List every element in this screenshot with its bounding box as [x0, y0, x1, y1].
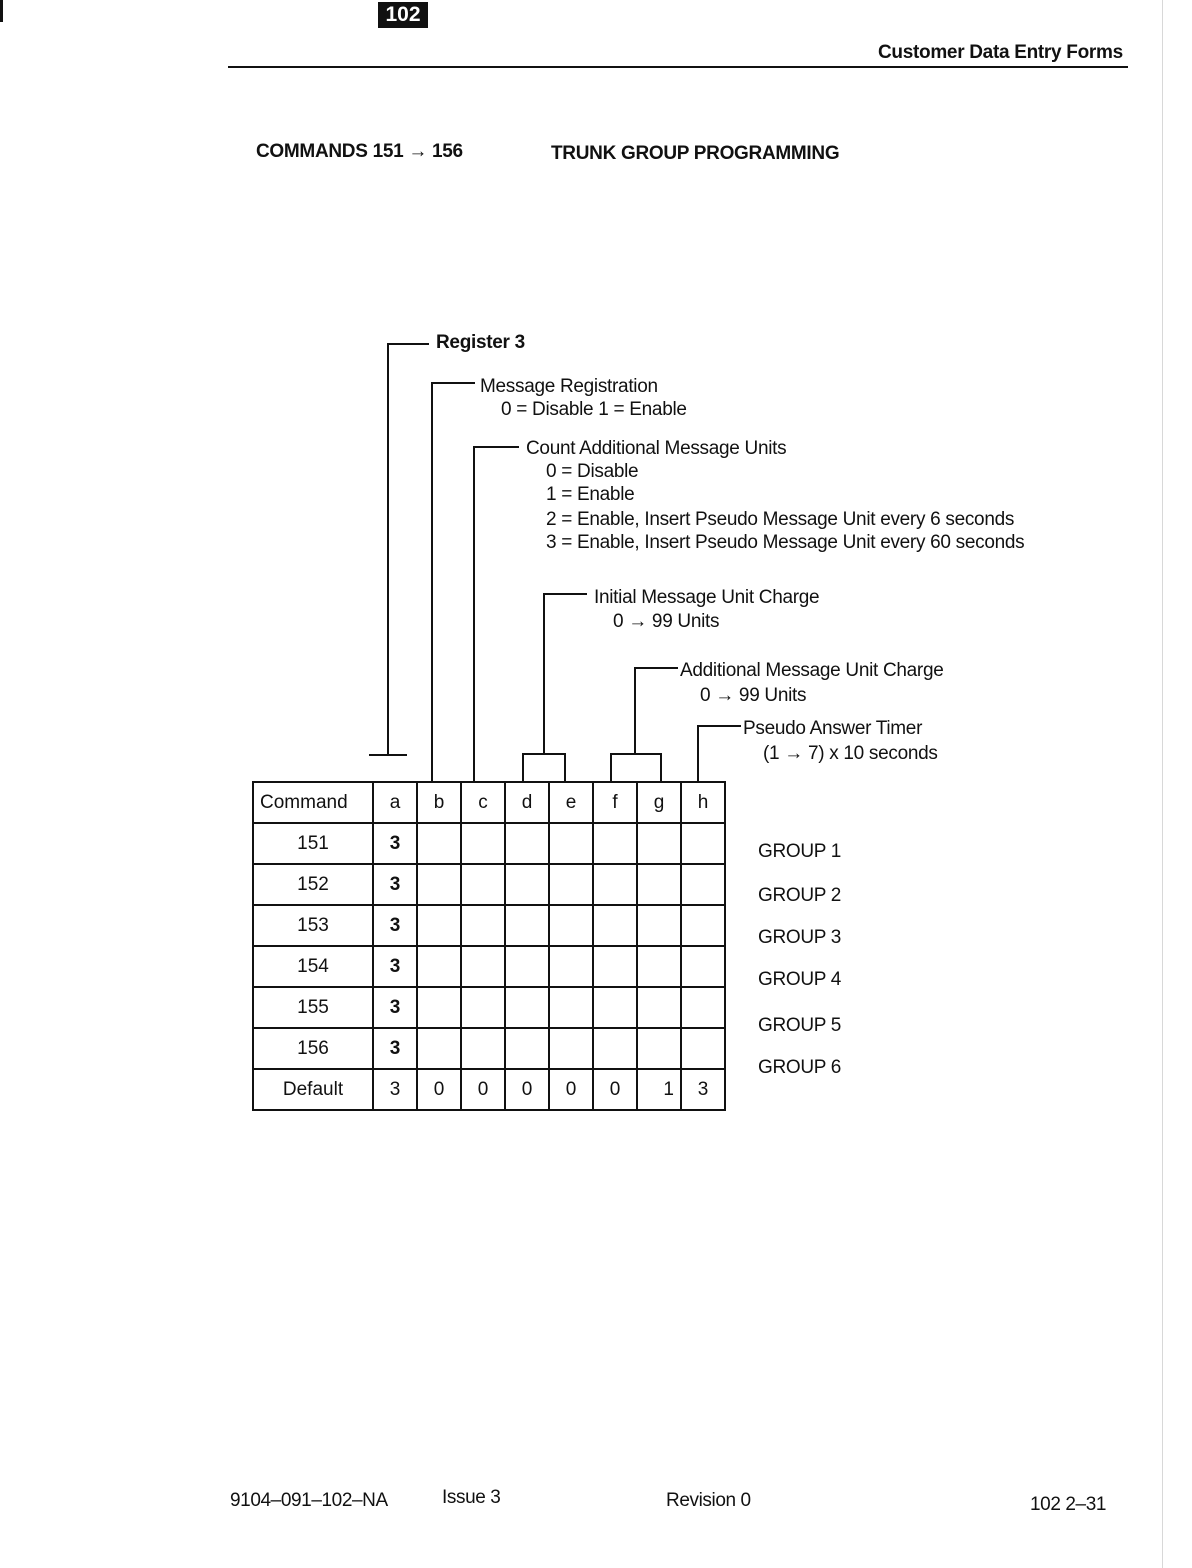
command-cell: 156	[253, 1028, 373, 1069]
entry-cell[interactable]	[681, 905, 725, 946]
register-cell: 3	[373, 905, 417, 946]
entry-cell[interactable]	[505, 823, 549, 864]
footer-issue: Issue 3	[442, 1487, 501, 1508]
header-e: e	[549, 782, 593, 823]
entry-cell[interactable]	[417, 823, 461, 864]
count-units-label: Count Additional Message Units	[526, 438, 787, 459]
entry-cell[interactable]	[593, 987, 637, 1028]
header-f: f	[593, 782, 637, 823]
register-label: Register 3	[436, 332, 525, 353]
register-cell: 3	[373, 1028, 417, 1069]
table-row	[253, 823, 725, 864]
entry-cell[interactable]	[417, 1028, 461, 1069]
entry-cell[interactable]	[461, 1028, 505, 1069]
table-row	[253, 905, 725, 946]
table-row	[253, 946, 725, 987]
count-units-option: 0 = Disable	[546, 461, 639, 482]
table-row	[253, 1028, 725, 1069]
entry-form-table	[252, 781, 726, 1111]
entry-cell[interactable]	[549, 823, 593, 864]
header-g: g	[637, 782, 681, 823]
entry-cell[interactable]	[417, 864, 461, 905]
entry-cell[interactable]	[637, 1028, 681, 1069]
default-value-g: 1	[637, 1069, 681, 1110]
entry-cell[interactable]	[461, 864, 505, 905]
message-registration-values: 0 = Disable 1 = Enable	[501, 399, 687, 420]
default-label: Default	[253, 1069, 373, 1110]
additional-charge-range: 0 → 99 Units	[700, 685, 807, 706]
initial-charge-label: Initial Message Unit Charge	[594, 587, 820, 608]
command-cell: 152	[253, 864, 373, 905]
page-edge-mark	[0, 0, 3, 22]
entry-cell[interactable]	[461, 905, 505, 946]
table-row	[253, 864, 725, 905]
command-cell: 154	[253, 946, 373, 987]
entry-cell[interactable]	[417, 946, 461, 987]
group-label: GROUP 4	[758, 969, 842, 990]
default-value-b: 0	[417, 1069, 461, 1110]
command-cell: 155	[253, 987, 373, 1028]
default-value-a: 3	[373, 1069, 417, 1110]
header-rule	[228, 66, 1128, 68]
footer-revision: Revision 0	[666, 1490, 751, 1511]
entry-cell[interactable]	[417, 905, 461, 946]
section-title: TRUNK GROUP PROGRAMMING	[551, 143, 840, 164]
footer-page-number: 102 2–31	[1030, 1494, 1107, 1515]
entry-cell[interactable]	[505, 864, 549, 905]
entry-cell[interactable]	[593, 864, 637, 905]
header-d: d	[505, 782, 549, 823]
page-badge: 102	[378, 2, 428, 28]
default-value-c: 0	[461, 1069, 505, 1110]
entry-cell[interactable]	[637, 987, 681, 1028]
header-command: Command	[253, 782, 373, 823]
entry-cell[interactable]	[637, 946, 681, 987]
table-header-row	[253, 782, 725, 823]
command-cell: 151	[253, 823, 373, 864]
entry-cell[interactable]	[549, 905, 593, 946]
default-value-e: 0	[549, 1069, 593, 1110]
group-label: GROUP 2	[758, 885, 842, 906]
footer-doc-number: 9104–091–102–NA	[230, 1490, 388, 1511]
register-cell: 3	[373, 864, 417, 905]
group-label: GROUP 5	[758, 1015, 842, 1036]
entry-cell[interactable]	[637, 864, 681, 905]
header-b: b	[417, 782, 461, 823]
initial-charge-range: 0 → 99 Units	[613, 611, 720, 632]
default-value-f: 0	[593, 1069, 637, 1110]
entry-cell[interactable]	[461, 946, 505, 987]
entry-cell[interactable]	[505, 987, 549, 1028]
group-label: GROUP 6	[758, 1057, 842, 1078]
header-h: h	[681, 782, 725, 823]
count-units-option: 3 = Enable, Insert Pseudo Message Unit every 60 seconds	[546, 532, 1025, 553]
entry-cell[interactable]	[681, 946, 725, 987]
command-cell: 153	[253, 905, 373, 946]
entry-cell[interactable]	[505, 946, 549, 987]
entry-cell[interactable]	[461, 823, 505, 864]
entry-cell[interactable]	[637, 823, 681, 864]
count-units-option: 1 = Enable	[546, 484, 635, 505]
entry-cell[interactable]	[681, 823, 725, 864]
entry-cell[interactable]	[461, 987, 505, 1028]
register-cell: 3	[373, 946, 417, 987]
entry-cell[interactable]	[681, 1028, 725, 1069]
entry-cell[interactable]	[505, 1028, 549, 1069]
default-row	[253, 1069, 725, 1110]
entry-cell[interactable]	[505, 905, 549, 946]
header-c: c	[461, 782, 505, 823]
group-label: GROUP 1	[758, 841, 842, 862]
entry-cell[interactable]	[593, 946, 637, 987]
default-value-d: 0	[505, 1069, 549, 1110]
entry-cell[interactable]	[681, 864, 725, 905]
entry-cell[interactable]	[593, 905, 637, 946]
default-value-h: 3	[681, 1069, 725, 1110]
header-title: Customer Data Entry Forms	[878, 42, 1123, 63]
entry-cell[interactable]	[417, 987, 461, 1028]
entry-cell[interactable]	[549, 987, 593, 1028]
pseudo-timer-range: (1 → 7) x 10 seconds	[763, 743, 938, 764]
entry-cell[interactable]	[681, 987, 725, 1028]
entry-cell[interactable]	[549, 864, 593, 905]
entry-cell[interactable]	[549, 946, 593, 987]
table-row	[253, 987, 725, 1028]
entry-cell[interactable]	[593, 823, 637, 864]
commands-range: COMMANDS 151 → 156	[256, 141, 463, 162]
message-registration-label: Message Registration	[480, 376, 658, 397]
header-a: a	[373, 782, 417, 823]
count-units-option: 2 = Enable, Insert Pseudo Message Unit every 6 seconds	[546, 509, 1015, 530]
entry-cell[interactable]	[593, 1028, 637, 1069]
pseudo-timer-label: Pseudo Answer Timer	[743, 718, 923, 739]
entry-cell[interactable]	[549, 1028, 593, 1069]
register-cell: 3	[373, 823, 417, 864]
entry-cell[interactable]	[637, 905, 681, 946]
additional-charge-label: Additional Message Unit Charge	[680, 660, 944, 681]
group-label: GROUP 3	[758, 927, 842, 948]
register-cell: 3	[373, 987, 417, 1028]
page-edge-line	[1162, 0, 1163, 1568]
